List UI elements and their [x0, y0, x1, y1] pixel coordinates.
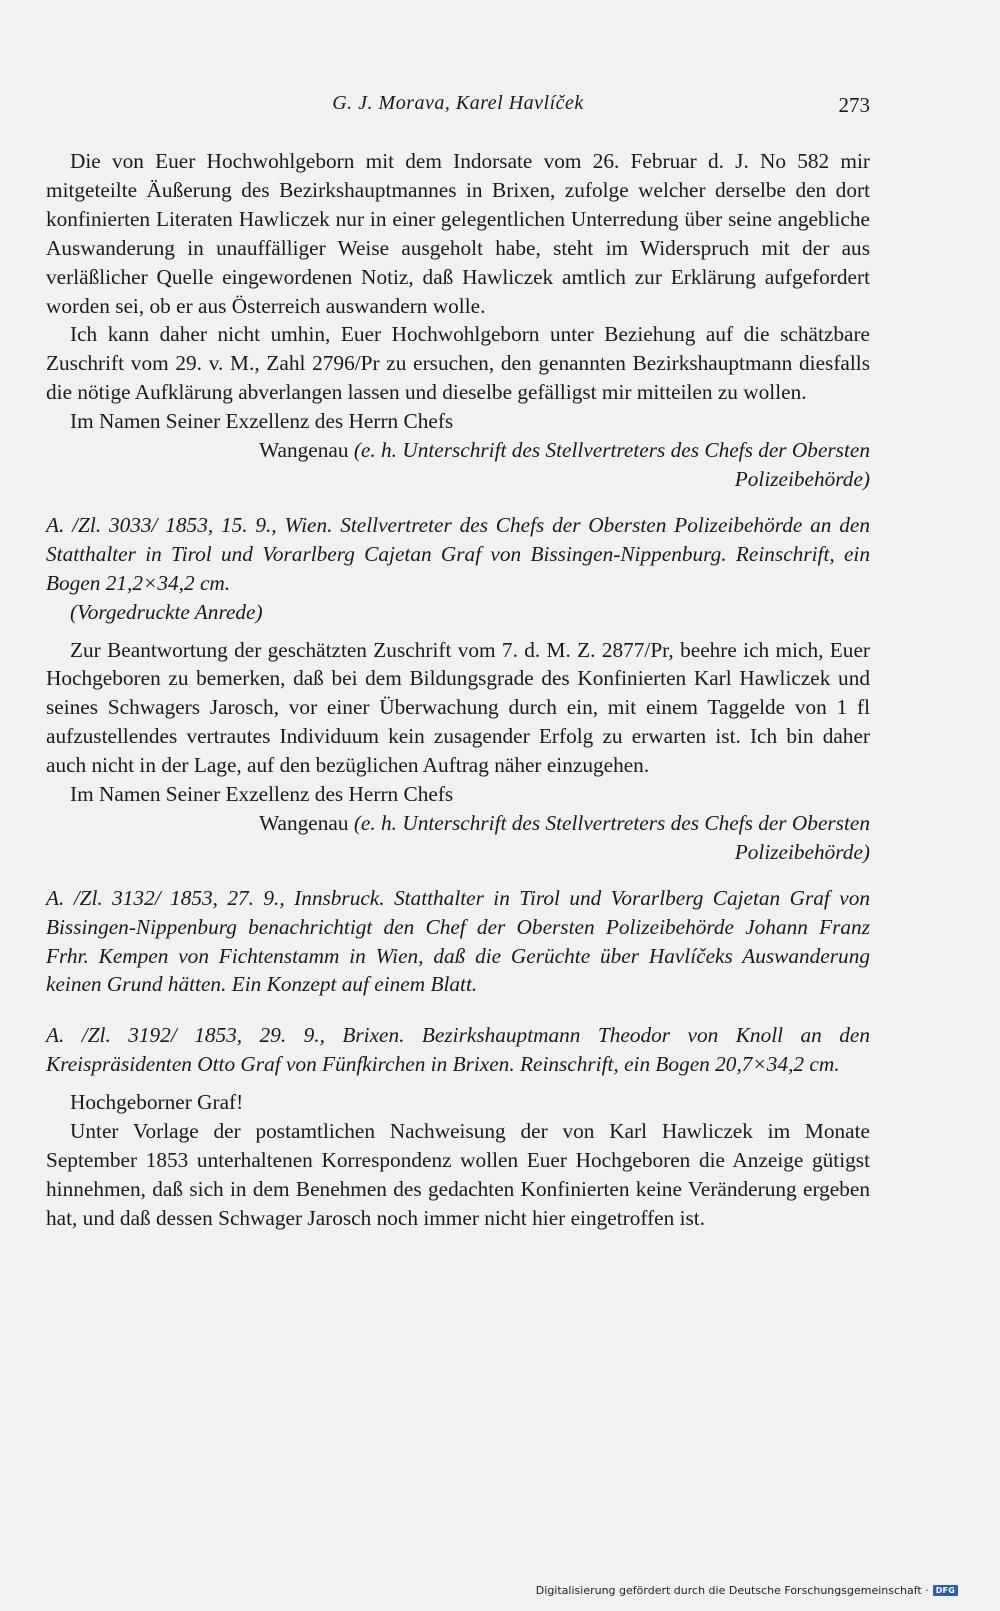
paragraph-4: Unter Vorlage der postamtlichen Nachweisung der von Karl Hawliczek im Monate September 1853 unterhaltenen Korrespondenz wollen Euer Hochgeboren die Anzeige gütigst hinnehmen, daß sich in dem Benehmen des gedachten Konfinierten keine Veränderung ergeben hat, und daß dessen Schwager Jarosch noch immer nicht hier eingetroffen ist.	[46, 1119, 870, 1230]
salutation-note: (Vorgedruckte Anrede)	[70, 599, 263, 624]
paragraph-3: Zur Beantwortung der geschätzten Zuschrift vom 7. d. M. Z. 2877/Pr, beehre ich mich, Euer Hochgeboren zu bemerken, daß bei dem Bildungsgrade des Konfinierten Karl Hawliczek und seines Schwagers Jarosch, vor einer Überwachung durch ein, mit einem Taggelde von 1 fl aufzustellendes vertrautes Individuum kein zusagender Erfolg zu erwarten ist. Ich bin daher auch nicht in der Lage, auf den bezüglichen Auftrag näher einzugehen.	[46, 637, 870, 778]
document-metadata-1: A. /Zl. 3033/ 1853, 15. 9., Wien. Stellvertreter des Chefs der Obersten Polizeibehörde an den Statthalter in Tirol und Vorarlberg Cajetan Graf von Bissingen-Nippenburg. Reinschrift, ein Bogen 21,2×34,2 cm.	[46, 512, 870, 595]
signature-name-1: Wangenau	[259, 438, 349, 463]
footer-credit-text: Digitalisierung gefördert durch die Deutsche Forschungsgemeinschaft ·	[535, 1584, 929, 1597]
salutation: Hochgeborner Graf!	[70, 1090, 244, 1115]
running-head: G. J. Morava, Karel Havlíček	[332, 92, 584, 114]
dfg-logo: DFG	[933, 1585, 958, 1596]
signature-block-2	[172, 809, 870, 867]
closing-line-1: Im Namen Seiner Exzellenz des Herrn Chefs	[70, 409, 454, 434]
document-metadata-2: A. /Zl. 3132/ 1853, 27. 9., Innsbruck. Statthalter in Tirol und Vorarlberg Cajetan Graf von Bissingen-Nippenburg benachrichtigt den Chef der Obersten Polizeibehörde Johann Franz Frhr. Kempen von Fichtenstamm in Wien, daß die Gerüchte über Havlíčeks Auswanderung keinen Grund hätten. Ein Konzept auf einem Blatt.	[46, 885, 870, 997]
footer-credit	[536, 1584, 958, 1597]
page-header	[46, 92, 870, 122]
page-number: 273	[838, 93, 870, 117]
paragraph-1: Die von Euer Hochwohlgeborn mit dem Indorsate vom 26. Februar d. J. No 582 mir mitgeteilte Äußerung des Bezirkshauptmannes in Brixen, zufolge welcher derselbe den dort konfinierten Literaten Hawliczek nur in einer gelegentlichen Unterredung über seine angebliche Auswanderung in unauffälliger Weise ausgeholt habe, steht im Widerspruch mit der aus verläßlicher Quelle eingewordenen Notiz, daß Hawliczek amtlich zur Erklärung aufgefordert worden sei, ob er aus Österreich auswandern wolle.	[46, 149, 870, 318]
signature-name-2: Wangenau	[259, 810, 349, 835]
signature-block-1	[172, 436, 870, 494]
signature-role-2: (e. h. Unterschrift des Stellvertreters des Chefs der Obersten Polizeibehörde)	[353, 810, 870, 864]
paragraph-2: Ich kann daher nicht umhin, Euer Hochwohlgeborn unter Beziehung auf die schätzbare Zuschrift vom 29. v. M., Zahl 2796/Pr zu ersuchen, den genannten Bezirkshauptmann diesfalls die nötige Aufklärung abverlangen lassen und dieselbe gefälligst mir mitteilen zu wollen.	[46, 322, 870, 405]
closing-line-2: Im Namen Seiner Exzellenz des Herrn Chefs	[70, 782, 454, 807]
page-body	[46, 147, 870, 1233]
document-metadata-3: A. /Zl. 3192/ 1853, 29. 9., Brixen. Bezirkshauptmann Theodor von Knoll an den Kreispräsidenten Otto Graf von Fünfkirchen in Brixen. Reinschrift, ein Bogen 20,7×34,2 cm.	[46, 1023, 870, 1077]
signature-role-1: (e. h. Unterschrift des Stellvertreters des Chefs der Obersten Polizeibehörde)	[353, 438, 870, 491]
